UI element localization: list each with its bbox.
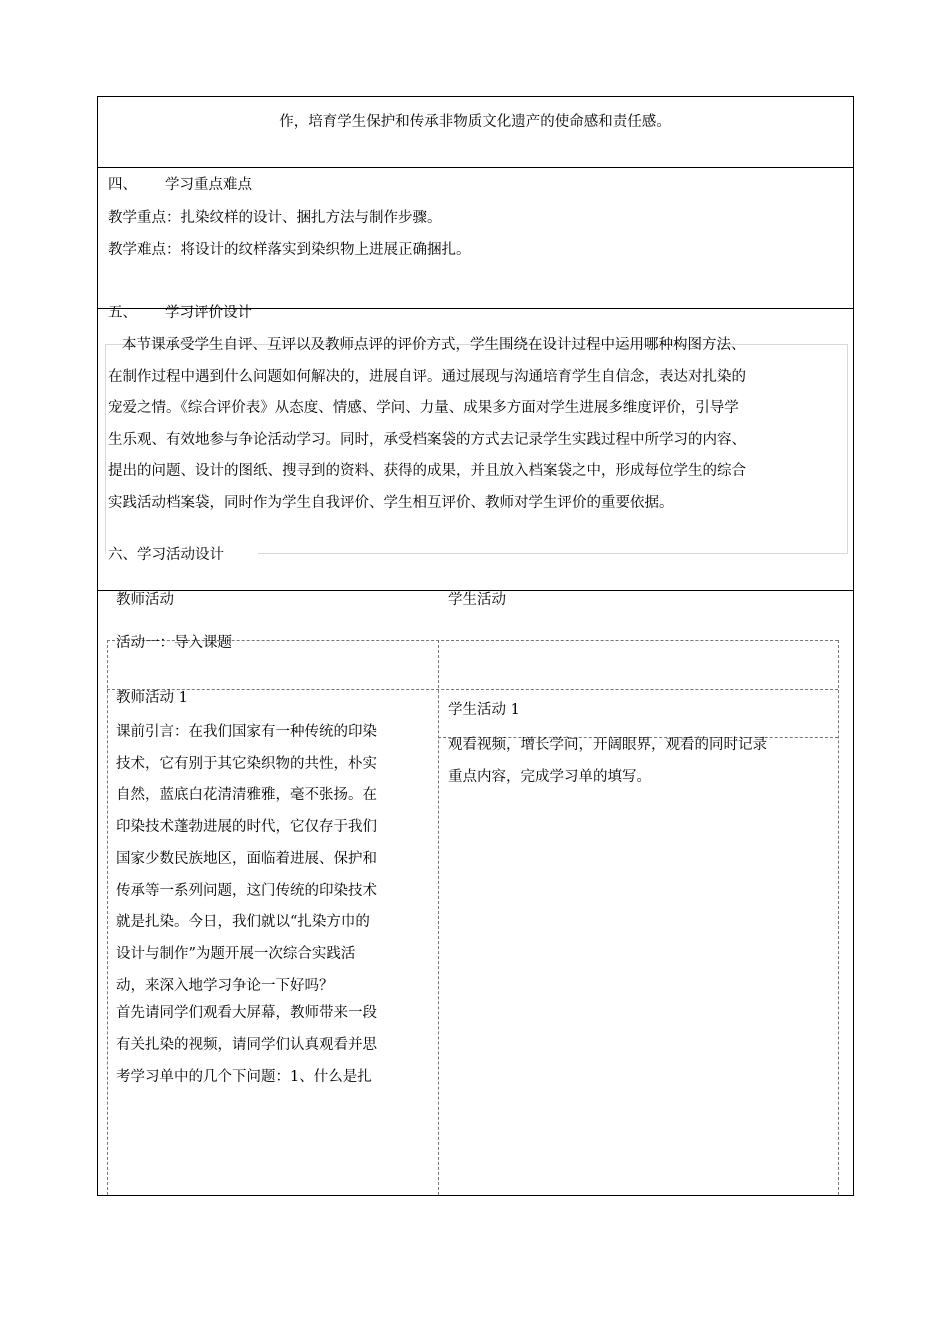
teacher-line-2: 技术，它有别于其它染织物的共性，朴实 bbox=[116, 755, 377, 772]
objective-tail-text: 作，培育学生保护和传承非物质文化遗产的使命感和责任感。 bbox=[279, 114, 671, 130]
teacher-activity-header: 教师活动 bbox=[116, 592, 174, 608]
teacher-line-6: 传承等一系列问题，这门传统的印染技术 bbox=[116, 882, 377, 899]
eval-line-1: 本节课承受学生自评、互评以及教师点评的评价方式，学生围绕在设计过程中运用哪种构图方法、 bbox=[122, 337, 746, 353]
key-point-text: 教学重点：扎染纹样的设计、捆扎方法与制作步骤。 bbox=[108, 210, 442, 226]
teacher-line-1: 课前引言：在我们国家有一种传统的印染 bbox=[116, 724, 377, 740]
teacher-line-8: 设计与制作”为题开展一次综合实践活 bbox=[116, 945, 356, 962]
section5-number: 五、 bbox=[108, 305, 137, 321]
activity-grid-middle bbox=[438, 640, 439, 1195]
section5-title: 学习评价设计 bbox=[165, 305, 252, 321]
table-bottom-border bbox=[97, 1195, 854, 1196]
evaluation-paragraph bbox=[108, 330, 848, 520]
student-line-1: 观看视频，增长学问，开阔眼界，观看的同时记录 bbox=[448, 737, 767, 753]
teacher-activity-text bbox=[116, 717, 436, 1002]
eval-line-3: 宠爱之情。《综合评价表》从态度、情感、学问、力量、成果多方面对学生进展多维度评价，引导学 bbox=[108, 400, 739, 417]
section6-heading: 六、学习活动设计 bbox=[108, 547, 224, 563]
student-activity-text bbox=[448, 730, 838, 793]
row-divider-1 bbox=[97, 167, 854, 168]
teacher-activity-text-b bbox=[116, 997, 436, 1093]
activity1-title: 活动一：导入课题 bbox=[116, 635, 232, 651]
eval-line-5: 提出的问题、设计的图纸、搜寻到的资料、获得的成果，并且放入档案袋之中，形成每位学生的综合 bbox=[108, 463, 746, 480]
table-left-border bbox=[97, 96, 98, 1196]
student-line-2: 重点内容，完成学习单的填写。 bbox=[448, 768, 651, 785]
teacher-line-7: 就是扎染。今日，我们就以“扎染方巾的 bbox=[116, 914, 370, 931]
teacher-line-12: 考学习单中的几个下问题：1、什么是扎 bbox=[116, 1069, 372, 1085]
difficulty-text: 教学难点：将设计的纹样落实到染织物上进展正确捆扎。 bbox=[108, 242, 471, 258]
section4-number: 四、 bbox=[108, 177, 137, 193]
teacher-line-5: 国家少数民族地区，面临着进展、保护和 bbox=[116, 850, 377, 867]
eval-line-4: 生乐观、有效地参与争论活动学习。同时，承受档案袋的方式去记录学生实践过程中所学习的内容、 bbox=[108, 431, 746, 448]
activity-grid-right bbox=[838, 640, 839, 1195]
section4-title: 学习重点难点 bbox=[165, 177, 252, 193]
teacher-line-10: 首先请同学们观看大屏幕，教师带来一段 bbox=[116, 1005, 377, 1021]
table-right-border bbox=[853, 96, 854, 1196]
teacher-activity-1-label: 教师活动 1 bbox=[116, 690, 188, 706]
student-activity-1-label: 学生活动 1 bbox=[448, 702, 520, 718]
teacher-line-3: 自然，蓝底白花清清雅雅，毫不张扬。在 bbox=[116, 787, 377, 804]
eval-box-left bbox=[105, 344, 106, 554]
activity-grid-row1 bbox=[107, 689, 838, 690]
teacher-line-11: 有关扎染的视频，请同学们认真观看并思 bbox=[116, 1037, 377, 1053]
activity-grid-left bbox=[107, 640, 108, 1195]
teacher-line-4: 印染技术蓬勃进展的时代，它仅存于我们 bbox=[116, 819, 377, 836]
eval-line-6: 实践活动档案袋，同时作为学生自我评价、学生相互评价、教师对学生评价的重要依据。 bbox=[108, 494, 674, 511]
student-activity-header: 学生活动 bbox=[448, 592, 506, 608]
eval-line-2: 在制作过程中遇到什么问题如何解决的，进展自评。通过展现与沟通培育学生自信念，表达对扎染的 bbox=[108, 368, 746, 385]
table-top-border bbox=[97, 96, 854, 97]
teacher-line-9: 动，来深入地学习争论一下好吗？ bbox=[116, 977, 334, 994]
eval-box-bottom bbox=[258, 553, 847, 554]
